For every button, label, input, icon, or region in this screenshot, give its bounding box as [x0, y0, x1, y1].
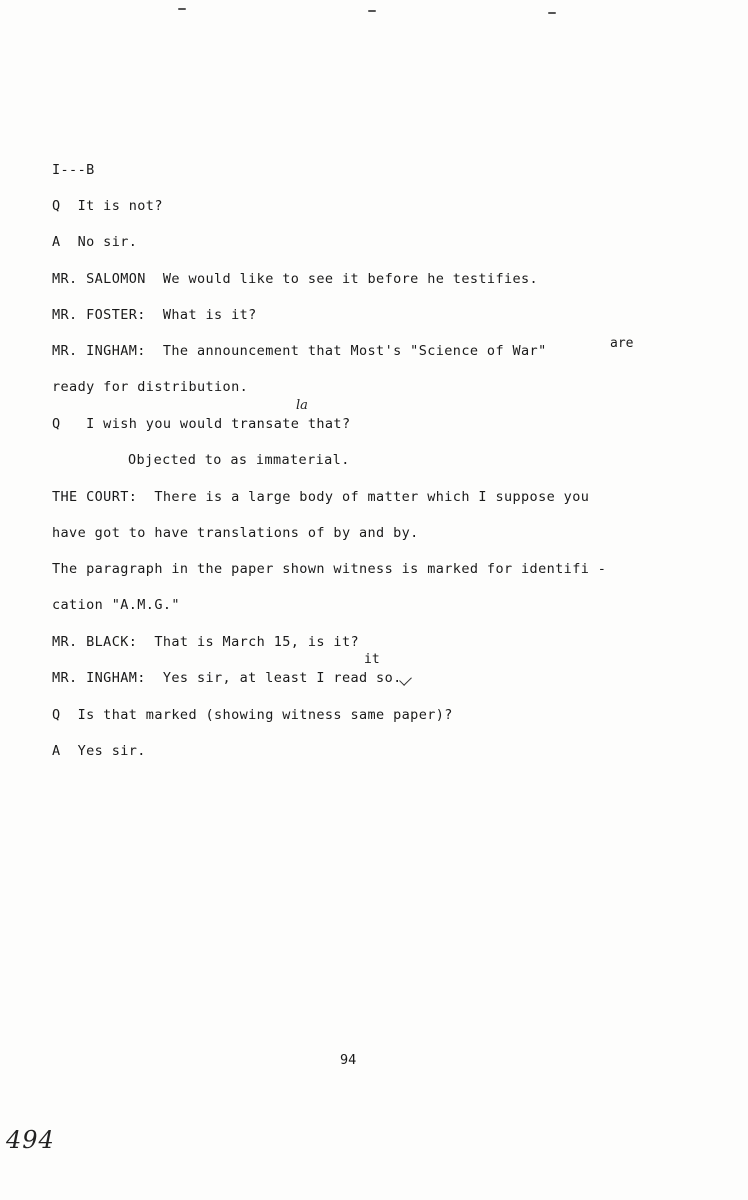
interlineation-it: it [364, 652, 380, 667]
transcript-line: Q Is that marked (showing witness same paper)? [52, 707, 453, 723]
transcript-line: MR. BLACK: That is March 15, is it? [52, 634, 359, 650]
transcript-line: have got to have translations of by and by. [52, 525, 419, 541]
transcript-line: cation "A.M.G." [52, 597, 180, 613]
transcript-line: A Yes sir. [52, 743, 146, 759]
transcript-line: Q It is not? [52, 198, 163, 214]
transcript-line: MR. SALOMON We would like to see it before he testifies. [52, 271, 539, 287]
scan-speck [178, 8, 186, 10]
handwritten-correction: la [296, 398, 308, 413]
transcript-line: A No sir. [52, 234, 138, 250]
transcript-line: THE COURT: There is a large body of matter which I suppose you [52, 489, 590, 505]
scan-speck [368, 10, 376, 12]
scan-speck [548, 12, 556, 14]
transcript-line: MR. INGHAM: Yes sir, at least I read so. [52, 670, 402, 686]
transcript-line: MR. FOSTER: What is it? [52, 307, 257, 323]
section-label: I---B [52, 162, 95, 178]
page-number: 94 [340, 1052, 357, 1068]
transcript-line: The paragraph in the paper shown witness is marked for identifi - [52, 561, 607, 577]
transcript-line: Q I wish you would transate that? [52, 416, 351, 432]
interlineation-are: are [610, 336, 634, 351]
handwritten-page-number: 494 [6, 1126, 55, 1154]
transcript-line: ready for distribution. [52, 379, 249, 395]
transcript-line: MR. INGHAM: The announcement that Most's "Science of War" [52, 343, 547, 359]
transcript-line: Objected to as immaterial. [128, 452, 350, 468]
